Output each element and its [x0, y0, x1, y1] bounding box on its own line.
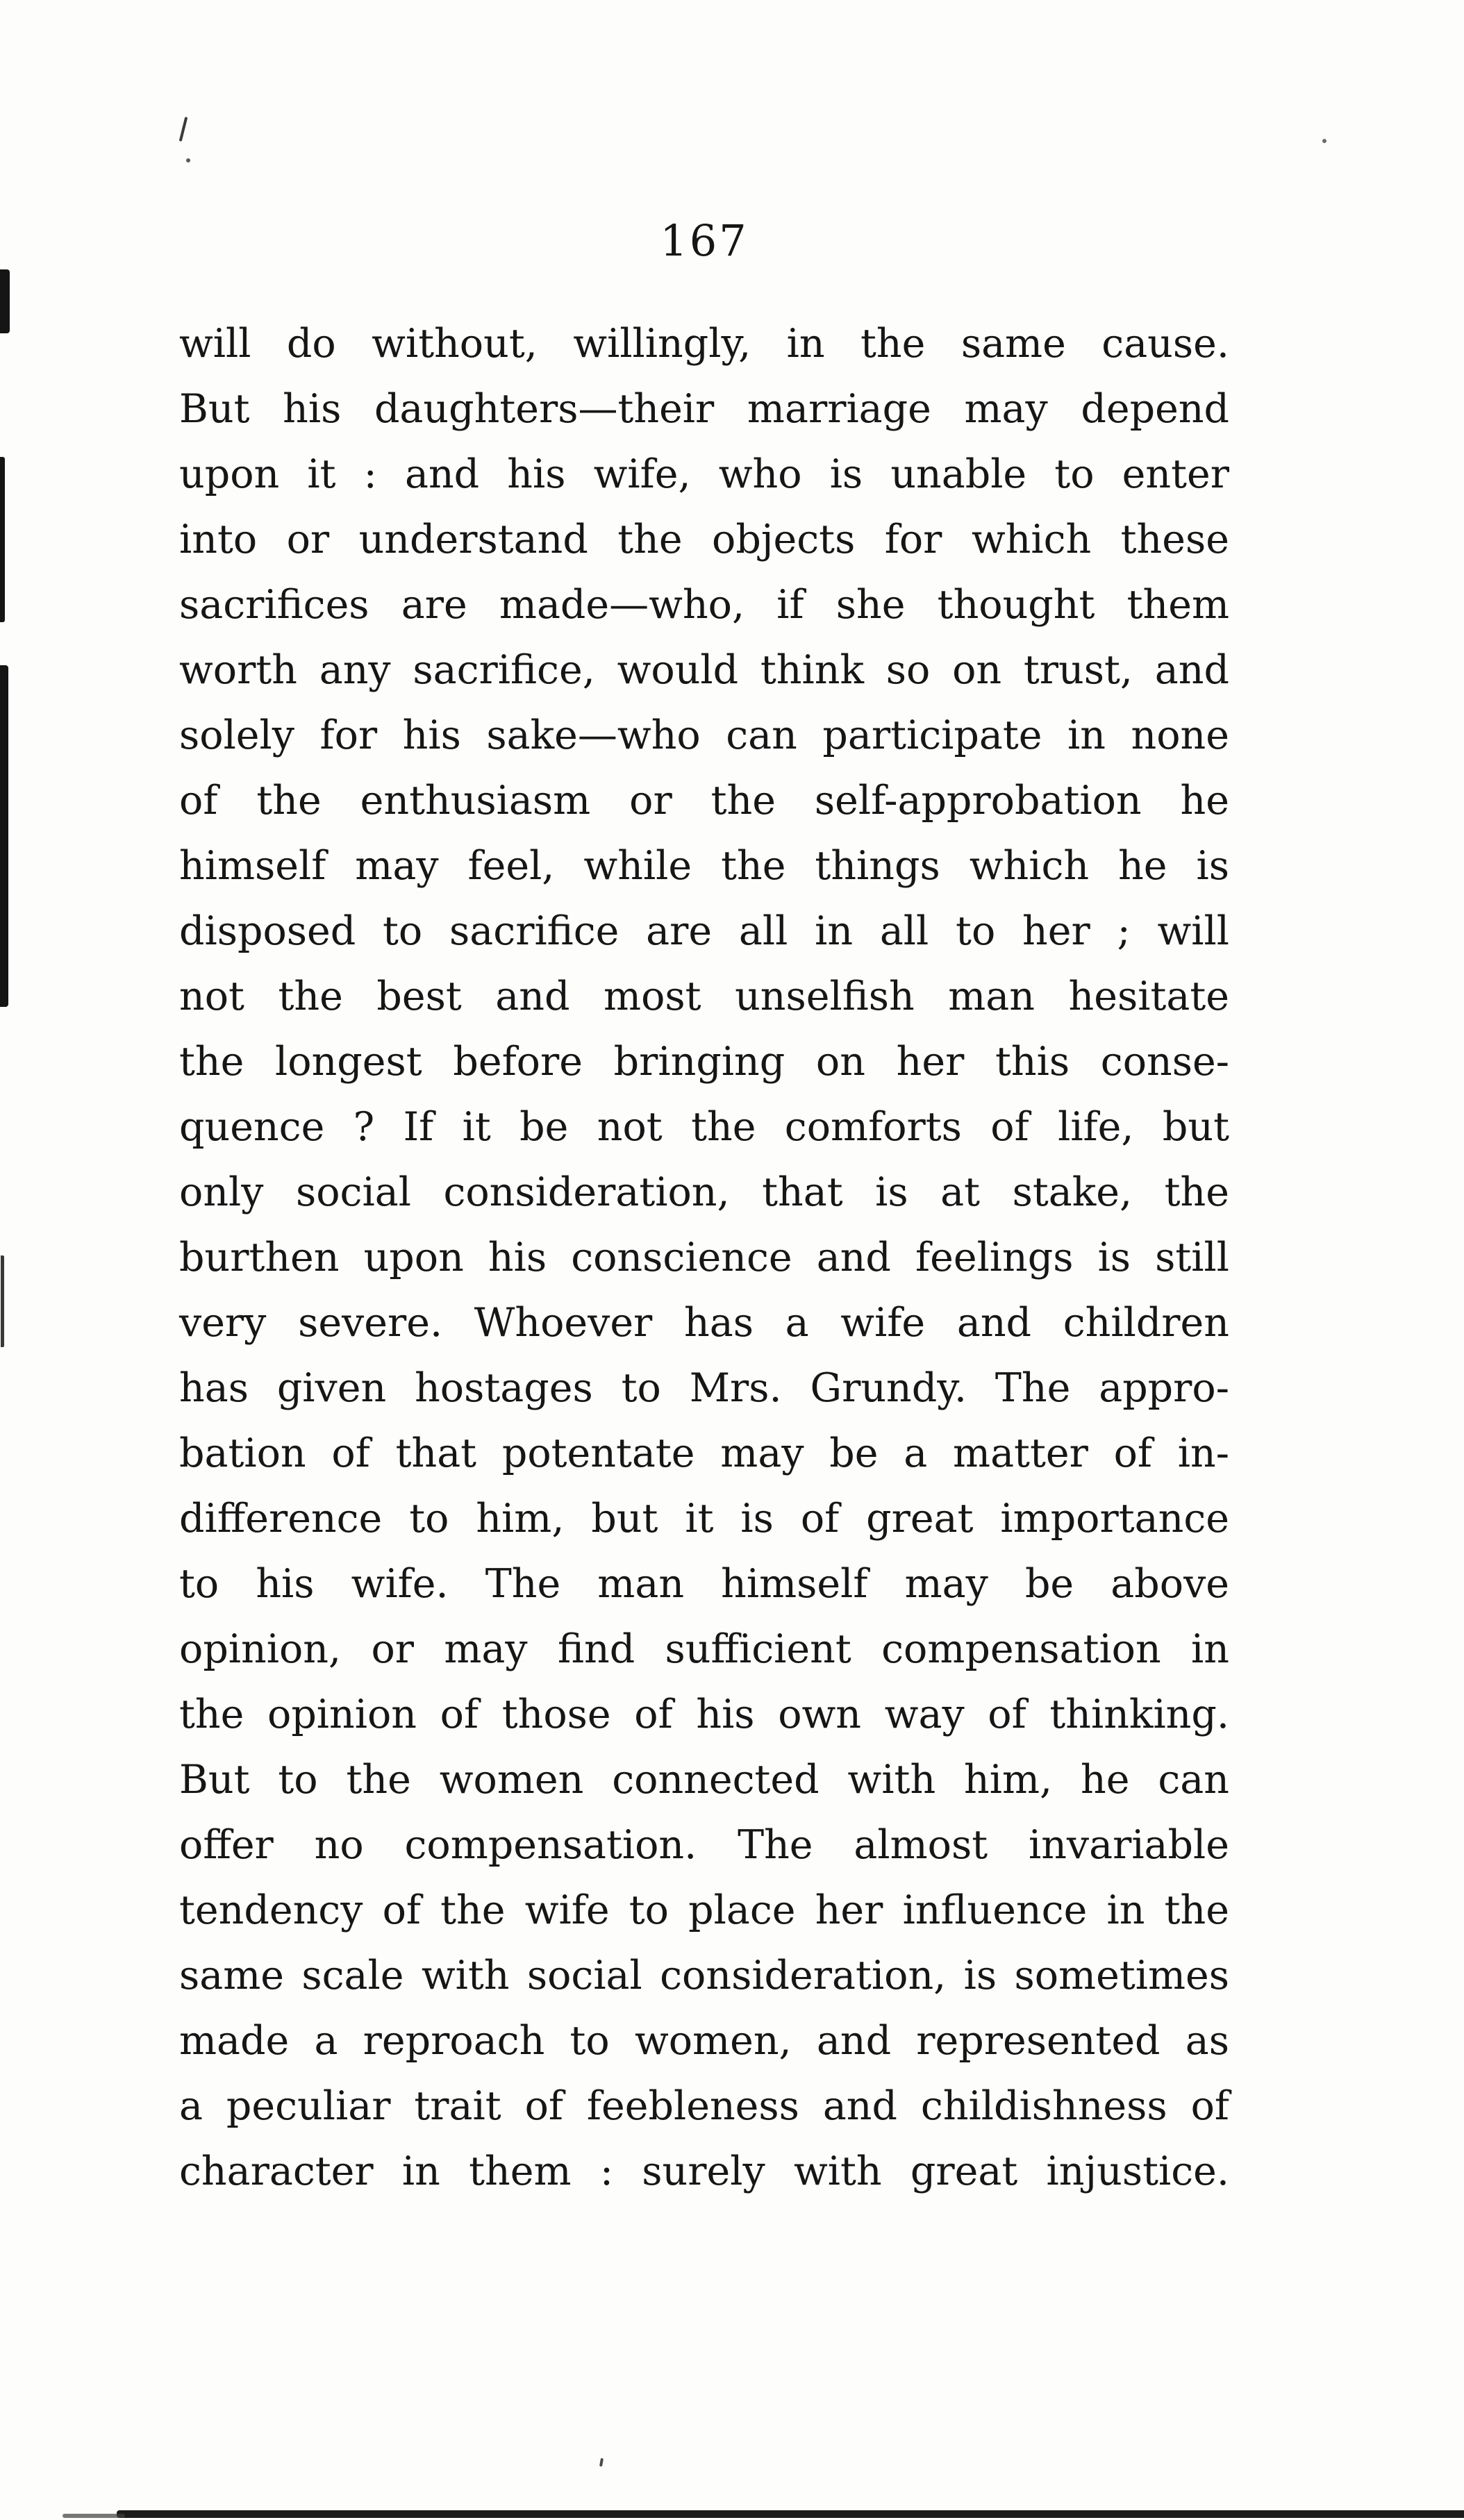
text-line: character in them : surely with great injustice.: [179, 2148, 1229, 2194]
text-line: tendency of the wife to place her influence in the: [179, 1887, 1229, 1933]
text-line: the longest before bringing on her this conse-: [179, 1039, 1229, 1085]
scan-artifact-left-bar-4: [1, 1255, 4, 1347]
text-line: solely for his sake—who can participate in none: [179, 712, 1229, 758]
text-line: quence ? If it be not the comforts of life, but: [179, 1104, 1229, 1150]
scan-artifact-dot-right: [1322, 139, 1326, 143]
text-line: worth any sacrifice, would think so on trust, and: [179, 647, 1229, 693]
scan-artifact-bottom-mark: [599, 2458, 604, 2467]
scan-artifact-left-bar-2: [0, 457, 5, 622]
scan-artifact-bottom-edge-left: [63, 2514, 125, 2518]
text-line: made a reproach to women, and represented as: [179, 2018, 1229, 2064]
text-line: a peculiar trait of feebleness and childishness of: [179, 2083, 1229, 2129]
text-line: sacrifices are made—who, if she thought them: [179, 582, 1229, 628]
scan-artifact-slash-mark: [179, 117, 188, 142]
text-line: only social consideration, that is at stake, the: [179, 1169, 1229, 1215]
page-body: [179, 311, 1229, 2204]
scan-artifact-bottom-edge: [117, 2510, 1464, 2518]
text-line: But to the women connected with him, he can: [179, 1757, 1229, 1803]
text-line: same scale with social consideration, is sometimes: [179, 1953, 1229, 1999]
text-line: into or understand the objects for which these: [179, 517, 1229, 562]
text-line: upon it : and his wife, who is unable to enter: [179, 451, 1229, 497]
page-number: 167: [660, 215, 749, 266]
scan-artifact-left-bar-3: [0, 665, 8, 1007]
text-line: himself may feel, while the things which he is: [179, 843, 1229, 889]
text-line: offer no compensation. The almost invariable: [179, 1822, 1229, 1868]
scan-artifact-left-bar-1: [0, 269, 10, 333]
scan-artifact-dot-left: [186, 158, 190, 162]
text-line: opinion, or may find sufficient compensation in: [179, 1626, 1229, 1672]
text-line: will do without, willingly, in the same cause.: [179, 321, 1229, 367]
text-line: has given hostages to Mrs. Grundy. The appro-: [179, 1365, 1229, 1411]
text-line: not the best and most unselfish man hesitate: [179, 974, 1229, 1019]
text-line: to his wife. The man himself may be above: [179, 1561, 1229, 1607]
text-line: burthen upon his conscience and feelings is still: [179, 1235, 1229, 1280]
text-line: the opinion of those of his own way of thinking.: [179, 1692, 1229, 1737]
text-line: very severe. Whoever has a wife and children: [179, 1300, 1229, 1346]
text-line: disposed to sacrifice are all in all to her ; will: [179, 908, 1229, 954]
text-line: of the enthusiasm or the self-approbation he: [179, 778, 1229, 824]
text-line: bation of that potentate may be a matter of in-: [179, 1430, 1229, 1476]
text-line: difference to him, but it is of great importance: [179, 1496, 1229, 1542]
text-line: But his daughters—their marriage may depend: [179, 386, 1229, 432]
